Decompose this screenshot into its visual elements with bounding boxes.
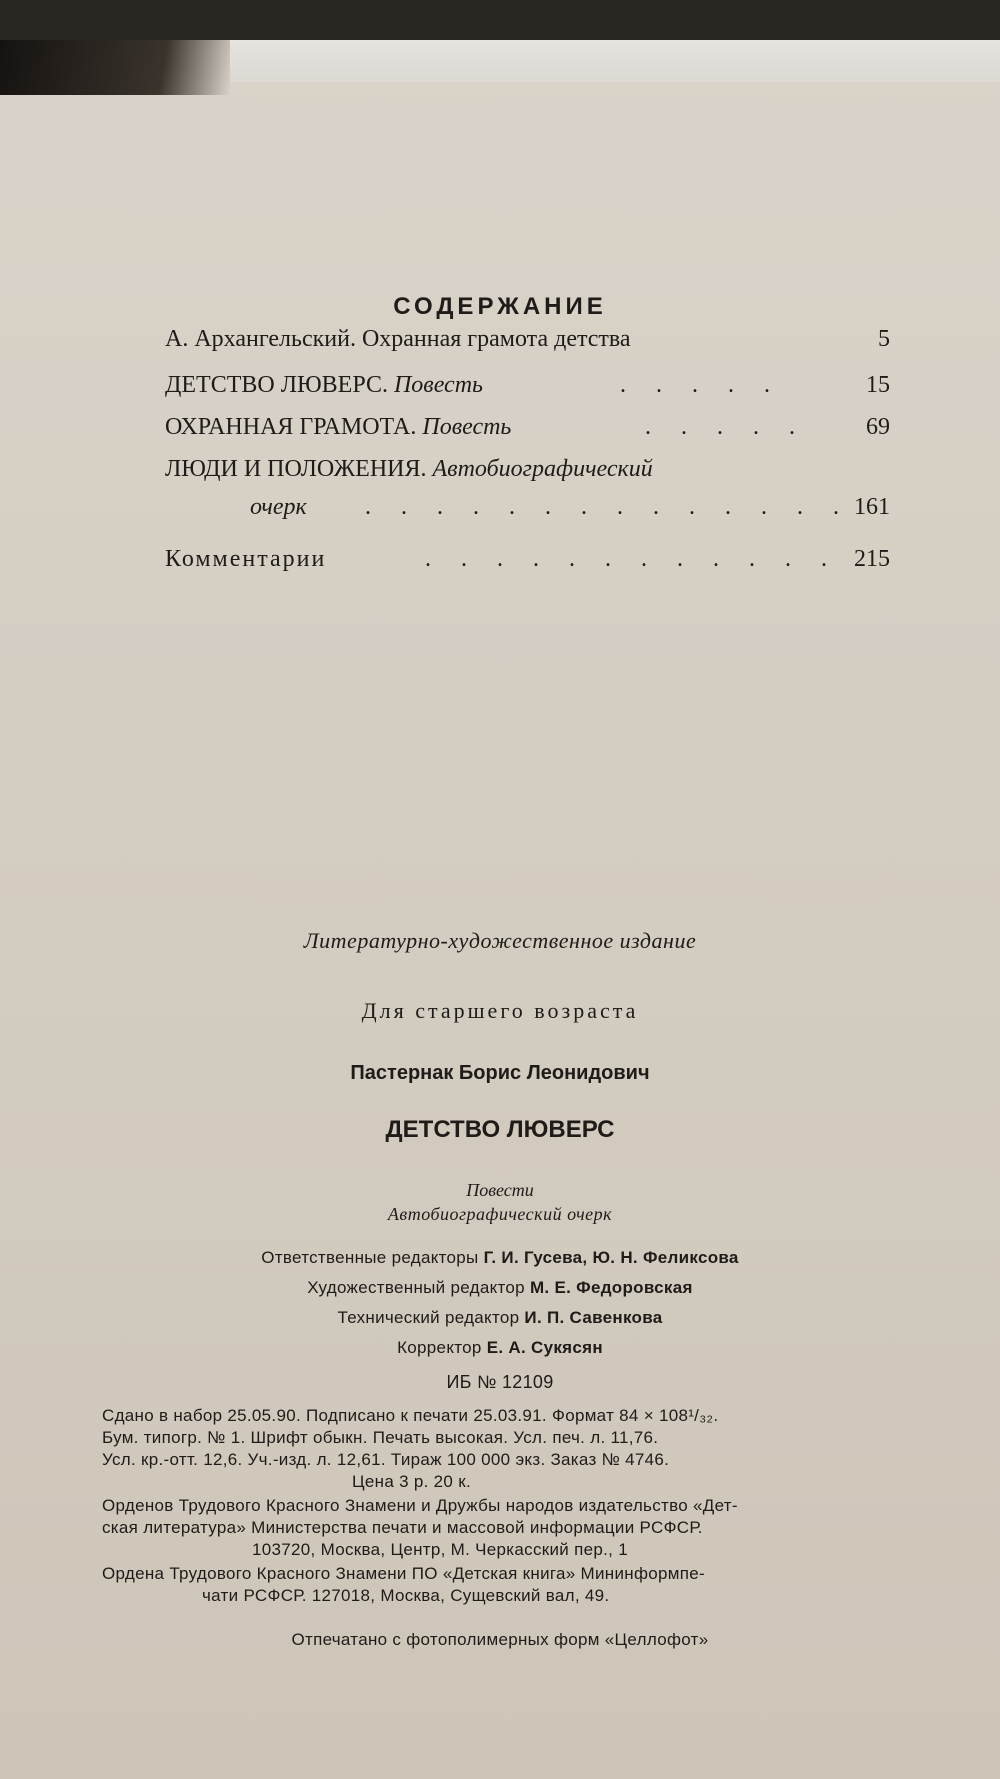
publisher-line: ская литература» Министерства печати и массовой информации РСФСР. — [102, 1518, 703, 1537]
credit-name: Г. И. Гусева, Ю. Н. Феликсова — [483, 1248, 739, 1267]
print-detail-line: Усл. кр.-отт. 12,6. Уч.-изд. л. 12,61. Тираж 100 000 экз. Заказ № 4746. — [102, 1450, 670, 1469]
toc-leader-dots: . . . . . — [620, 372, 782, 398]
credit-role: Ответственные редакторы — [261, 1248, 479, 1267]
toc-entry-title: А. Архангельский. Охранная грамота детства — [165, 326, 631, 352]
audience: Для старшего возраста — [361, 998, 639, 1023]
toc-entry — [165, 326, 890, 353]
credit-name: Е. А. Сукясян — [486, 1338, 603, 1357]
toc-entry — [165, 372, 890, 399]
edition-type: Литературно-художественное издание — [303, 928, 697, 953]
author-name: Пастернак Борис Леонидович — [350, 1062, 650, 1084]
credit-role: Корректор — [397, 1338, 482, 1357]
toc-page-number: 161 — [854, 494, 890, 520]
credit-line — [0, 1338, 1000, 1358]
toc-entry — [165, 456, 890, 483]
toc-entry — [165, 414, 890, 441]
genre-line: Автобиографический очерк — [387, 1204, 613, 1224]
toc-leader-dots: . . . . . . . . . . . . — [425, 546, 839, 572]
toc-entry-title: ЛЮДИ И ПОЛОЖЕНИЯ. — [165, 456, 427, 482]
toc-page-number: 5 — [878, 326, 890, 352]
toc-page-number: 15 — [866, 372, 890, 398]
toc-entry-title: ОХРАННАЯ ГРАМОТА. — [165, 414, 417, 440]
credit-line — [0, 1308, 1000, 1328]
book-page — [0, 40, 1000, 1779]
page-top-edge — [230, 40, 1000, 82]
toc-entry-subtitle: очерк — [250, 494, 307, 520]
toc-leader-dots: . . . . . . . . . . . . . . — [365, 494, 851, 520]
credit-line — [0, 1278, 1000, 1298]
toc-entry-continuation — [165, 494, 890, 521]
printer-line: Ордена Трудового Красного Знамени ПО «Детская книга» Мининформпе- — [102, 1564, 705, 1583]
publisher-line: Орденов Трудового Красного Знамени и Дружбы народов издательство «Дет- — [102, 1496, 738, 1515]
print-detail-line: Сдано в набор 25.05.90. Подписано к печати 25.03.91. Формат 84 × 108¹/₃₂. — [102, 1406, 719, 1425]
toc-entry — [165, 546, 890, 573]
toc-leader-dots: . . . . . — [645, 414, 807, 440]
ib-number: ИБ № 12109 — [446, 1372, 554, 1392]
toc-entry-subtitle: Повесть — [422, 414, 512, 440]
dark-background-corner — [0, 40, 230, 95]
contents-heading: СОДЕРЖАНИЕ — [393, 293, 607, 320]
toc-entry-title: ДЕТСТВО ЛЮВЕРС. — [165, 372, 388, 398]
print-detail-line: Бум. типогр. № 1. Шрифт обыкн. Печать высокая. Усл. печ. л. 11,76. — [102, 1428, 659, 1447]
printed-from: Отпечатано с фотополимерных форм «Целлофот» — [291, 1630, 709, 1649]
toc-entry-subtitle: Автобиографический — [432, 456, 653, 482]
toc-page-number: 69 — [866, 414, 890, 440]
publisher-line: 103720, Москва, Центр, М. Черкасский пер., 1 — [252, 1540, 628, 1559]
printer-line: чати РСФСР. 127018, Москва, Сущевский вал, 49. — [202, 1586, 610, 1605]
credit-role: Технический редактор — [337, 1308, 520, 1327]
credit-name: И. П. Савенкова — [524, 1308, 663, 1327]
genre-line: Повести — [466, 1180, 534, 1200]
credit-line — [0, 1248, 1000, 1268]
book-title: ДЕТСТВО ЛЮВЕРС — [385, 1116, 615, 1143]
print-price: Цена 3 р. 20 к. — [352, 1472, 471, 1491]
toc-entry-subtitle: Повесть — [393, 372, 483, 398]
toc-page-number: 215 — [854, 546, 890, 572]
credit-role: Художественный редактор — [307, 1278, 525, 1297]
toc-entry-title: Комментарии — [165, 546, 327, 572]
credit-name: М. Е. Федоровская — [529, 1278, 693, 1297]
